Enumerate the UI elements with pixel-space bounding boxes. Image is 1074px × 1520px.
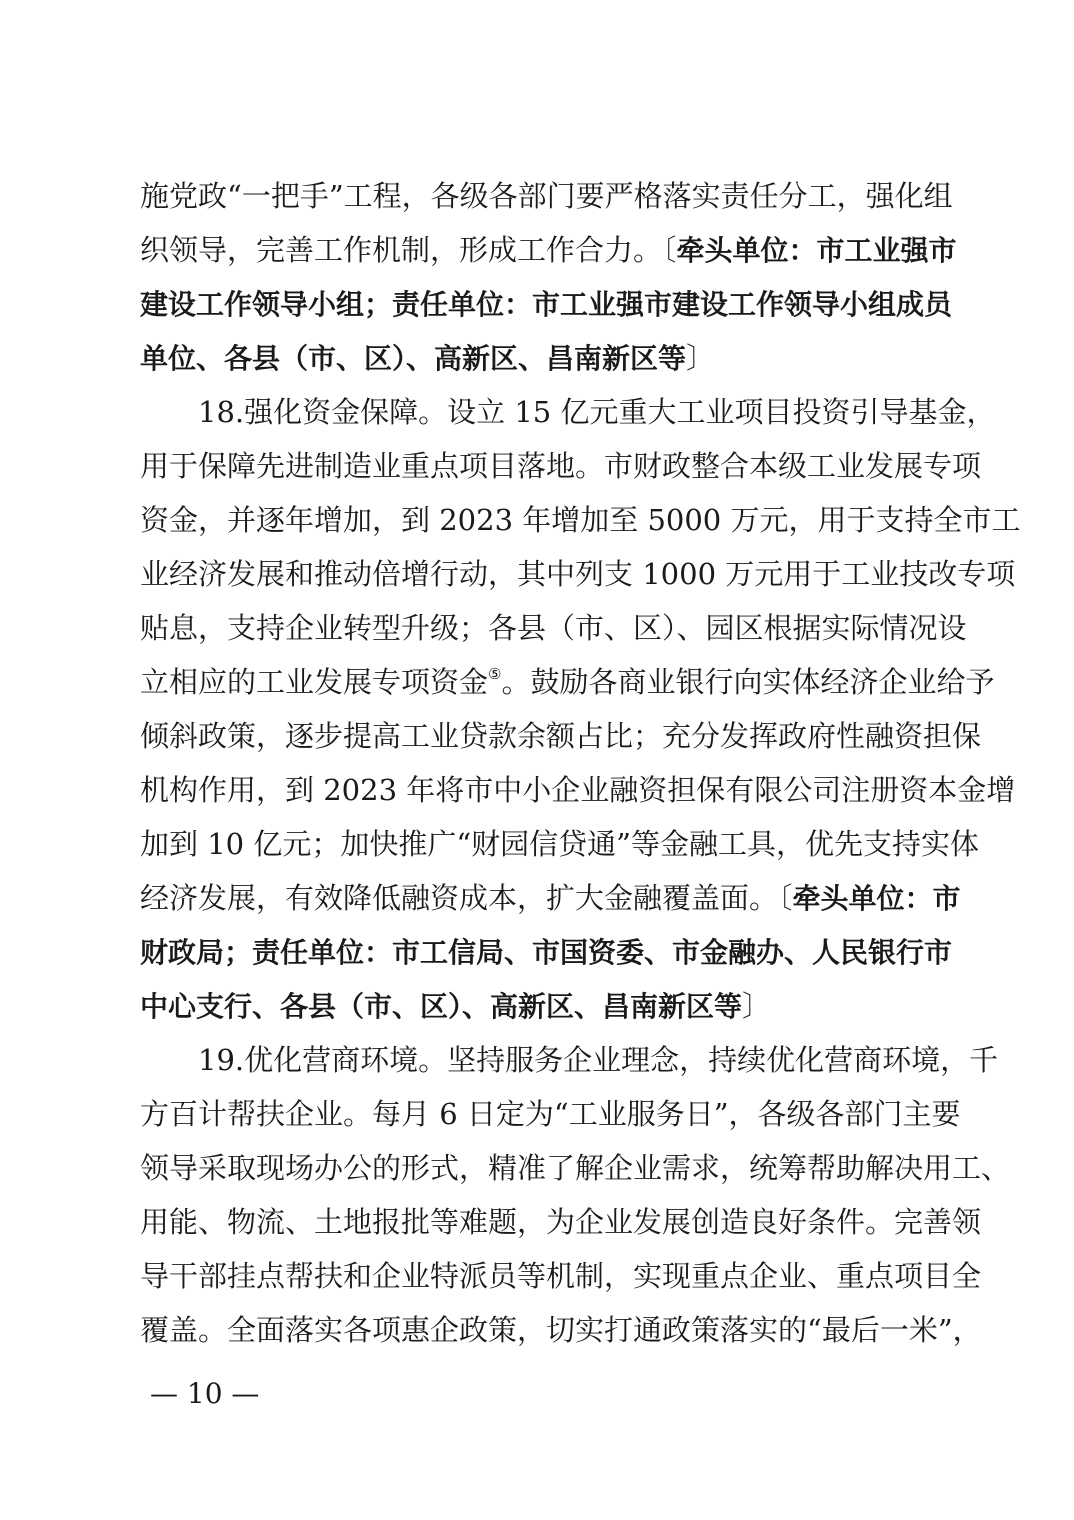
text-line [140, 762, 1016, 818]
text-line [140, 924, 953, 980]
responsible-unit-text: 牵头单位：市 [792, 882, 961, 915]
line-text: 资金，并逐年增加，到 2023 年增加至 5000 万元，用于支持全市工 [140, 503, 1021, 537]
line-text: 领导采取现场办公的形式，精准了解企业需求，统筹帮助解决用工、 [140, 1151, 1011, 1185]
text-line [140, 1086, 961, 1142]
text-line [140, 546, 1016, 602]
line-text: 贴息，支持企业转型升级；各县（市、区）、园区根据实际情况设 [140, 611, 967, 645]
text-line [140, 1302, 982, 1358]
line-text: 织领导，完善工作机制，形成工作合力。〔 [140, 233, 677, 267]
line-text: 业经济发展和推动倍增行动，其中列支 1000 万元用于工业技改专项 [140, 557, 1016, 591]
page-number: — 10 — [150, 1377, 260, 1410]
line-text: 导干部挂点帮扶和企业特派员等机制，实现重点企业、重点项目全 [140, 1259, 982, 1293]
responsible-unit-text: 单位、各县（市、区）、高新区、昌南新区等 [140, 342, 687, 375]
responsible-unit-text: 建设工作领导小组；责任单位：市工业强市建设工作领导小组成员 [140, 288, 953, 321]
line-text: 加到 10 亿元；加快推广“财园信贷通”等金融工具，优先支持实体 [140, 827, 979, 861]
responsible-unit-text: 中心支行、各县（市、区）、高新区、昌南新区等 [140, 990, 743, 1023]
text-line [140, 438, 982, 494]
line-text: 〕 [686, 341, 716, 375]
text-line [140, 708, 982, 764]
text-line [140, 600, 967, 656]
item-heading-text: 18.强化资金保障。设立 15 亿元重大工业项目投资引导基金， [198, 395, 996, 429]
text-line [140, 276, 953, 332]
text-line [140, 1194, 982, 1250]
text-line [140, 816, 979, 872]
text-line [140, 222, 957, 278]
text-line [198, 1032, 999, 1088]
responsible-unit-text: 财政局；责任单位：市工信局、市国资委、市金融办、人民银行市 [140, 936, 953, 969]
item-heading-text: 19.优化营商环境。坚持服务企业理念，持续优化营商环境，千 [198, 1043, 999, 1077]
text-line [140, 978, 936, 1034]
line-text: 用能、物流、土地报批等难题，为企业发展创造良好条件。完善领 [140, 1205, 982, 1239]
text-line [198, 384, 996, 440]
line-text: 施党政“一把手”工程，各级各部门要严格落实责任分工，强化组 [140, 179, 953, 213]
line-text: 用于保障先进制造业重点项目落地。市财政整合本级工业发展专项 [140, 449, 982, 483]
responsible-unit-text: 牵头单位：市工业强市 [676, 234, 957, 267]
line-text: 方百计帮扶企业。每月 6 日定为“工业服务日”，各级各部门主要 [140, 1097, 961, 1131]
line-text: 。鼓励各商业银行向实体经济企业给予 [501, 665, 995, 699]
text-line [140, 492, 1021, 548]
line-text: 倾斜政策，逐步提高工业贷款余额占比；充分发挥政府性融资担保 [140, 719, 982, 753]
line-text: 经济发展，有效降低融资成本，扩大金融覆盖面。〔 [140, 881, 793, 915]
text-line [140, 870, 961, 926]
text-line [140, 654, 995, 710]
line-text: 立相应的工业发展专项资金 [140, 665, 489, 699]
text-line [140, 330, 936, 386]
text-line [140, 168, 953, 224]
footnote-marker[interactable]: ⑤ [488, 665, 502, 683]
line-text: 〕 [742, 989, 772, 1023]
line-text: 机构作用，到 2023 年将市中小企业融资担保有限公司注册资本金增 [140, 773, 1016, 807]
text-line [140, 1248, 982, 1304]
text-line [140, 1140, 1011, 1196]
line-text: 覆盖。全面落实各项惠企政策，切实打通政策落实的“最后一米”， [140, 1313, 982, 1347]
